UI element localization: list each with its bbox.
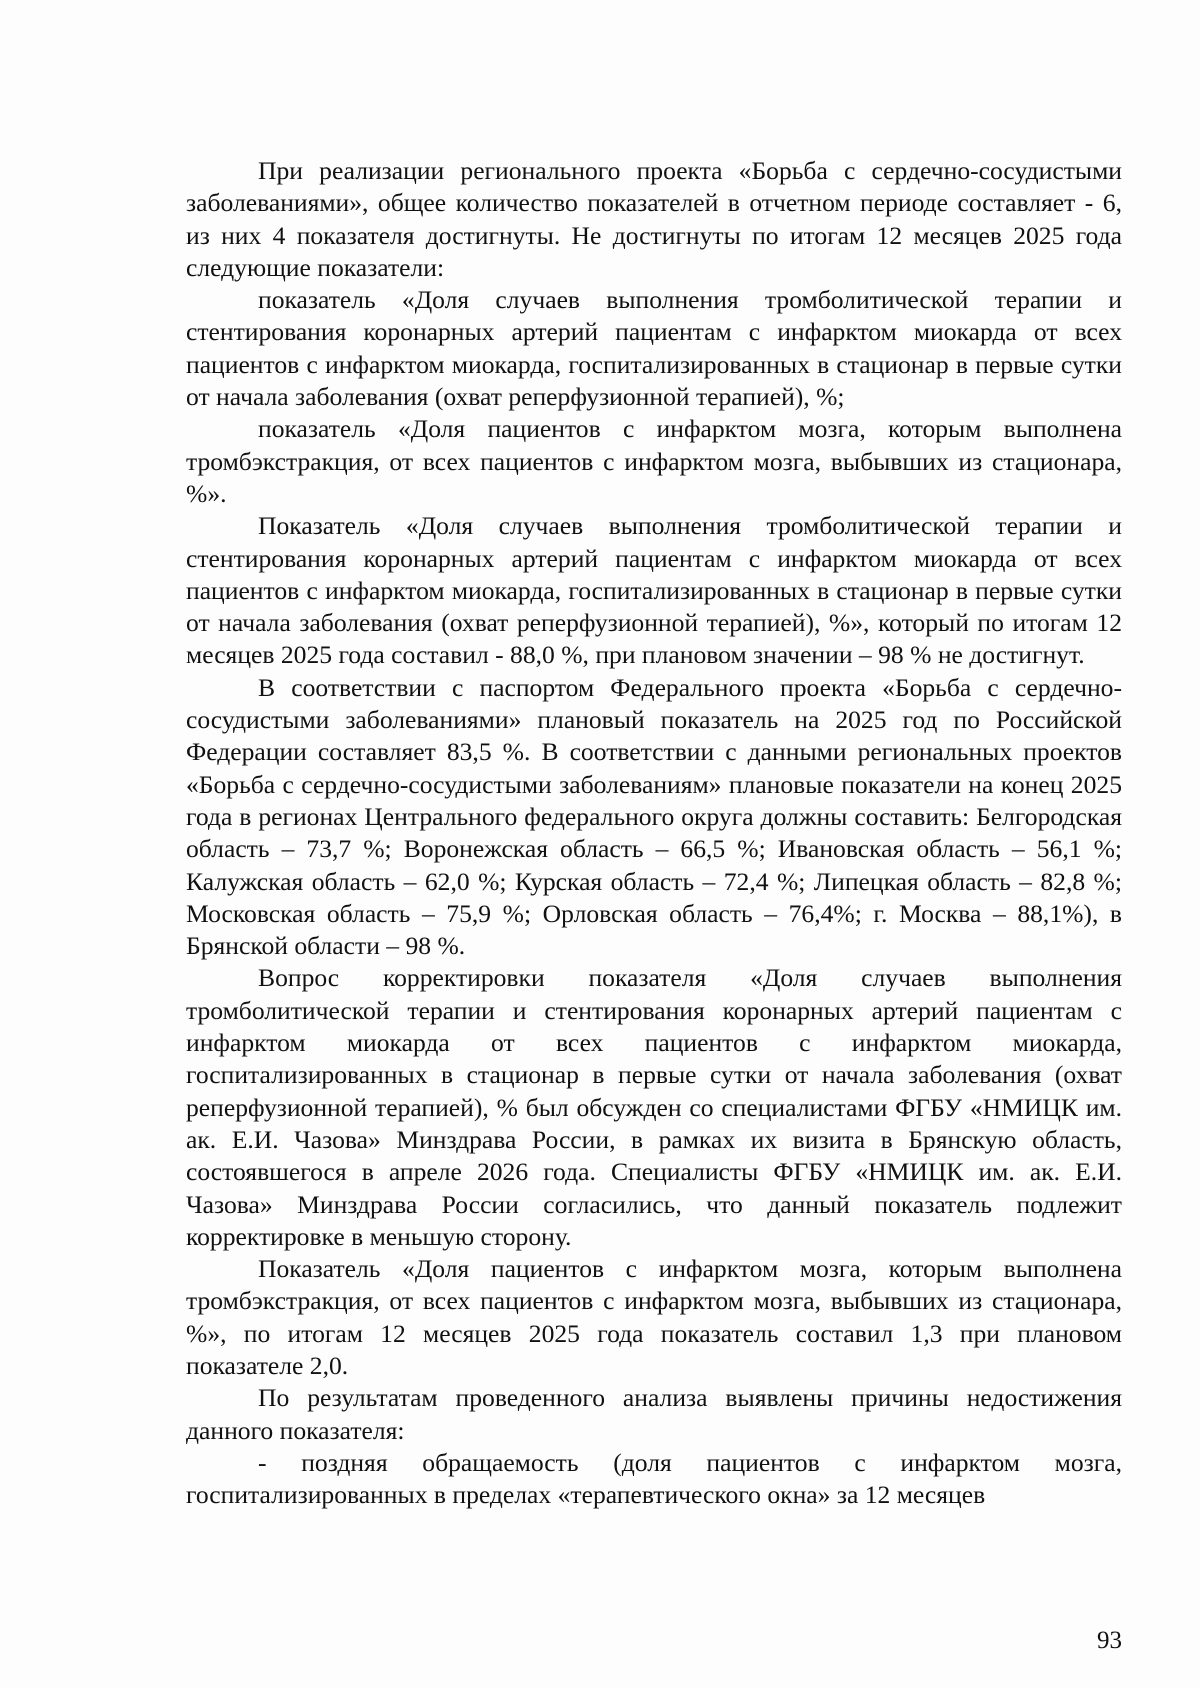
body-text: [186, 155, 1122, 1511]
paragraph-intro: При реализации регионального проекта «Борьба с сердечно-сосудистыми заболеваниями», общее количество показателей в отчетном периоде составляет - 6, из них 4 показателя достигнуты. Не достигнуты по итогам 12 месяцев 2025 года следующие показатели:: [186, 156, 1122, 282]
page-number: 93: [1097, 1627, 1122, 1654]
paragraph-indicator-thrombectomy: показатель «Доля пациентов с инфарктом мозга, которым выполнена тромбэкстракция, от всех пациентов с инфарктом мозга, выбывших из стационара, %».: [186, 414, 1122, 508]
paragraph-analysis: По результатам проведенного анализа выявлены причины недостижения данного показателя:: [186, 1383, 1122, 1445]
paragraph-federal-passport: В соответствии с паспортом Федерального проекта «Борьба с сердечно-сосудистыми заболеваниями» плановый показатель на 2025 год по Российской Федерации составляет 83,5 %. В соответствии с данными региональных проектов «Борьба с сердечно-сосудистыми заболеваниям» плановые показатели на конец 2025 года в регионах Центрального федерального округа должны составить: Белгородская область – 73,7 %; Воронежская область – 66,5 %; Ивановская область – 56,1 %; Калужская область – 62,0 %; Курская область – 72,4 %; Липецкая область – 82,8 %; Московская область – 75,9 %; Орловская область – 76,4%; г. Москва – 88,1%), в Брянской области – 98 %.: [186, 672, 1122, 961]
paragraph-late-presentation: - поздняя обращаемость (доля пациентов с инфарктом мозга, госпитализированных в пределах «терапевтического окна» за 12 месяцев: [186, 1447, 1122, 1510]
paragraph-indicator-thrombolysis: показатель «Доля случаев выполнения тромболитической терапии и стентирования коронарных артерий пациентам с инфарктом миокарда от всех пациентов с инфарктом миокарда, госпитализированных в стационар в первые сутки от начала заболевания (охват реперфузионной терапией), %;: [186, 285, 1122, 412]
paragraph-thrombectomy-result: Показатель «Доля пациентов с инфарктом мозга, которым выполнена тромбэкстракция, от всех пациентов с инфарктом мозга, выбывших из стационара, %», по итогам 12 месяцев 2025 года показатель составил 1,3 при плановом показателе 2,0.: [186, 1254, 1122, 1380]
paragraph-thrombolysis-result: Показатель «Доля случаев выполнения тромболитической терапии и стентирования коронарных артерий пациентам с инфарктом миокарда от всех пациентов с инфарктом миокарда, госпитализированных в стационар в первые сутки от начала заболевания (охват реперфузионной терапией), %», который по итогам 12 месяцев 2025 года составил - 88,0 %, при плановом значении – 98 % не достигнут.: [186, 511, 1122, 670]
paragraph-correction-question: Вопрос корректировки показателя «Доля случаев выполнения тромболитической терапии и стентирования коронарных артерий пациентам с инфарктом миокарда от всех пациентов с инфарктом миокарда, госпитализированных в стационар в первые сутки от начала заболевания (охват реперфузионной терапией), % был обсужден со специалистами ФГБУ «НМИЦК им. ак. Е.И. Чазова» Минздрава России, в рамках их визита в Брянскую область, состоявшегося в апреле 2026 года. Специалисты ФГБУ «НМИЦК им. ак. Е.И. Чазова» Минздрава России согласились, что данный показатель подлежит корректировке в меньшую сторону.: [186, 963, 1122, 1251]
